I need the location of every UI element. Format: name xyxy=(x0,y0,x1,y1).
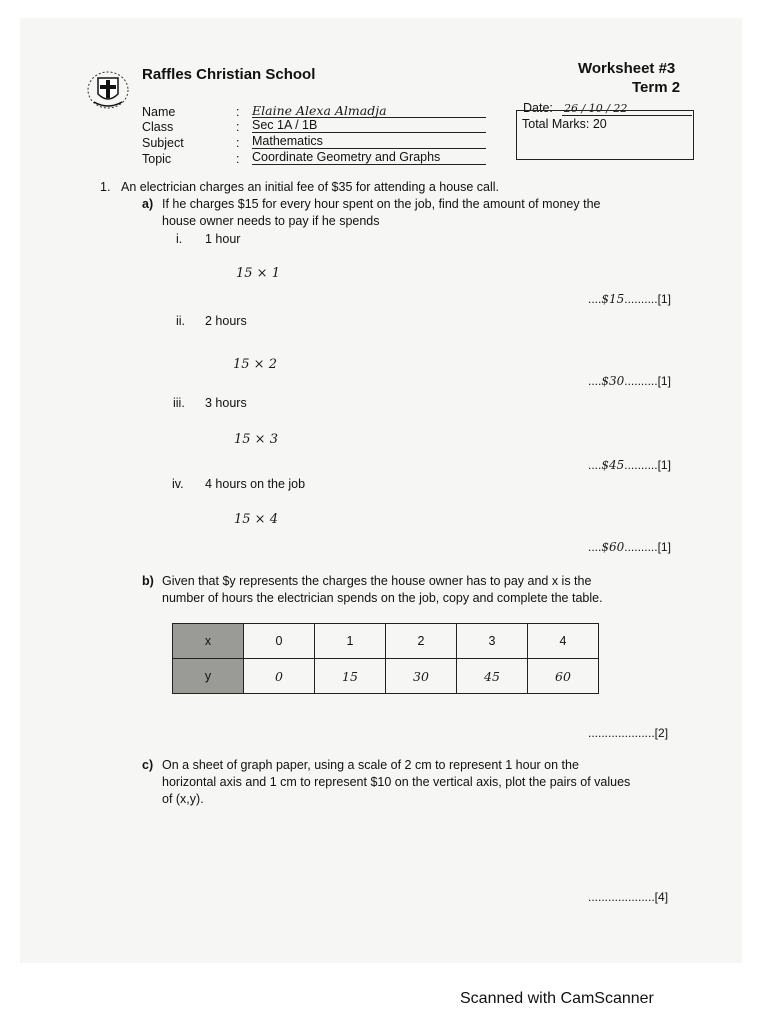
question-number: 1. xyxy=(100,180,111,194)
answer-value: $45 xyxy=(601,458,625,472)
xy-table xyxy=(172,623,599,694)
mark: [1] xyxy=(657,292,671,306)
topic-field[interactable]: Coordinate Geometry and Graphs xyxy=(252,150,486,165)
subpart-text: 2 hours xyxy=(205,314,247,328)
school-name: Raffles Christian School xyxy=(142,66,316,83)
question-intro: An electrician charges an initial fee of $35 for attending a house call. xyxy=(121,180,500,194)
part-c-letter: c) xyxy=(142,758,154,772)
working: 15 × 3 xyxy=(234,432,278,447)
subpart-text: 3 hours xyxy=(205,396,247,410)
subpart-number: iii. xyxy=(173,396,185,410)
name-field[interactable]: Elaine Alexa Almadja xyxy=(252,103,486,118)
answer-value: $60 xyxy=(601,540,625,554)
colon: : xyxy=(236,152,240,166)
term-label: Term 2 xyxy=(632,79,681,96)
part-c-text: of (x,y). xyxy=(162,792,204,806)
colon: : xyxy=(236,136,240,150)
total-marks: Total Marks: 20 xyxy=(522,117,607,131)
x-cell: 2 xyxy=(386,624,457,659)
y-cell[interactable]: 45 xyxy=(457,659,528,694)
table-row xyxy=(173,624,599,659)
part-a-letter: a) xyxy=(142,197,154,211)
answer-line[interactable]: ....$60..........[1] xyxy=(588,540,671,554)
part-b-letter: b) xyxy=(142,574,154,588)
working: 15 × 4 xyxy=(234,512,278,527)
scanner-watermark: Scanned with CamScanner xyxy=(460,990,654,1007)
answer-value: $15 xyxy=(601,292,625,306)
date-label: Date: xyxy=(523,101,553,115)
x-cell: 0 xyxy=(244,624,315,659)
part-b-mark[interactable]: ....................[2] xyxy=(588,726,669,740)
subpart-number: ii. xyxy=(176,314,186,328)
working: 15 × 1 xyxy=(236,266,280,281)
y-header-cell: y xyxy=(173,659,244,694)
x-cell: 4 xyxy=(528,624,599,659)
school-crest-logo xyxy=(86,68,130,112)
part-b-text: Given that $y represents the charges the house owner has to pay and x is the xyxy=(162,574,592,588)
part-c-text: horizontal axis and 1 cm to represent $10 on the vertical axis, plot the pairs of values xyxy=(162,775,631,789)
part-c-mark[interactable]: ....................[4] xyxy=(588,890,669,904)
class-label: Class xyxy=(142,120,174,134)
subpart-number: iv. xyxy=(172,477,184,491)
subpart-text: 4 hours on the job xyxy=(205,477,306,491)
worksheet-title: Worksheet #3 xyxy=(578,60,676,77)
part-b-text: number of hours the electrician spends on the job, copy and complete the table. xyxy=(162,591,603,605)
y-cell[interactable]: 0 xyxy=(244,659,315,694)
name-label: Name xyxy=(142,105,176,119)
part-a-text: If he charges $15 for every hour spent on the job, find the amount of money the xyxy=(162,197,601,211)
mark: [1] xyxy=(657,540,671,554)
y-cell[interactable]: 60 xyxy=(528,659,599,694)
y-cell[interactable]: 15 xyxy=(315,659,386,694)
part-a-text: house owner needs to pay if he spends xyxy=(162,214,380,228)
x-cell: 3 xyxy=(457,624,528,659)
date-value[interactable]: 26 / 10 / 22 xyxy=(564,102,628,115)
working: 15 × 2 xyxy=(233,357,277,372)
mark: [1] xyxy=(657,458,671,472)
table-row xyxy=(173,659,599,694)
part-c-text: On a sheet of graph paper, using a scale of 2 cm to represent 1 hour on the xyxy=(162,758,579,772)
mark: [1] xyxy=(657,374,671,388)
colon: : xyxy=(236,105,240,119)
subject-label: Subject xyxy=(142,136,184,150)
y-cell[interactable]: 30 xyxy=(386,659,457,694)
class-field[interactable]: Sec 1A / 1B xyxy=(252,118,486,133)
subpart-number: i. xyxy=(176,232,183,246)
subpart-text: 1 hour xyxy=(205,232,241,246)
colon: : xyxy=(236,120,240,134)
x-cell: 1 xyxy=(315,624,386,659)
subject-field[interactable]: Mathematics xyxy=(252,134,486,149)
answer-value: $30 xyxy=(601,374,625,388)
answer-line[interactable]: ....$30..........[1] xyxy=(588,374,671,388)
topic-label: Topic xyxy=(142,152,172,166)
answer-line[interactable]: ....$45..........[1] xyxy=(588,458,671,472)
x-header-cell: x xyxy=(173,624,244,659)
answer-line[interactable]: ....$15..........[1] xyxy=(588,292,671,306)
